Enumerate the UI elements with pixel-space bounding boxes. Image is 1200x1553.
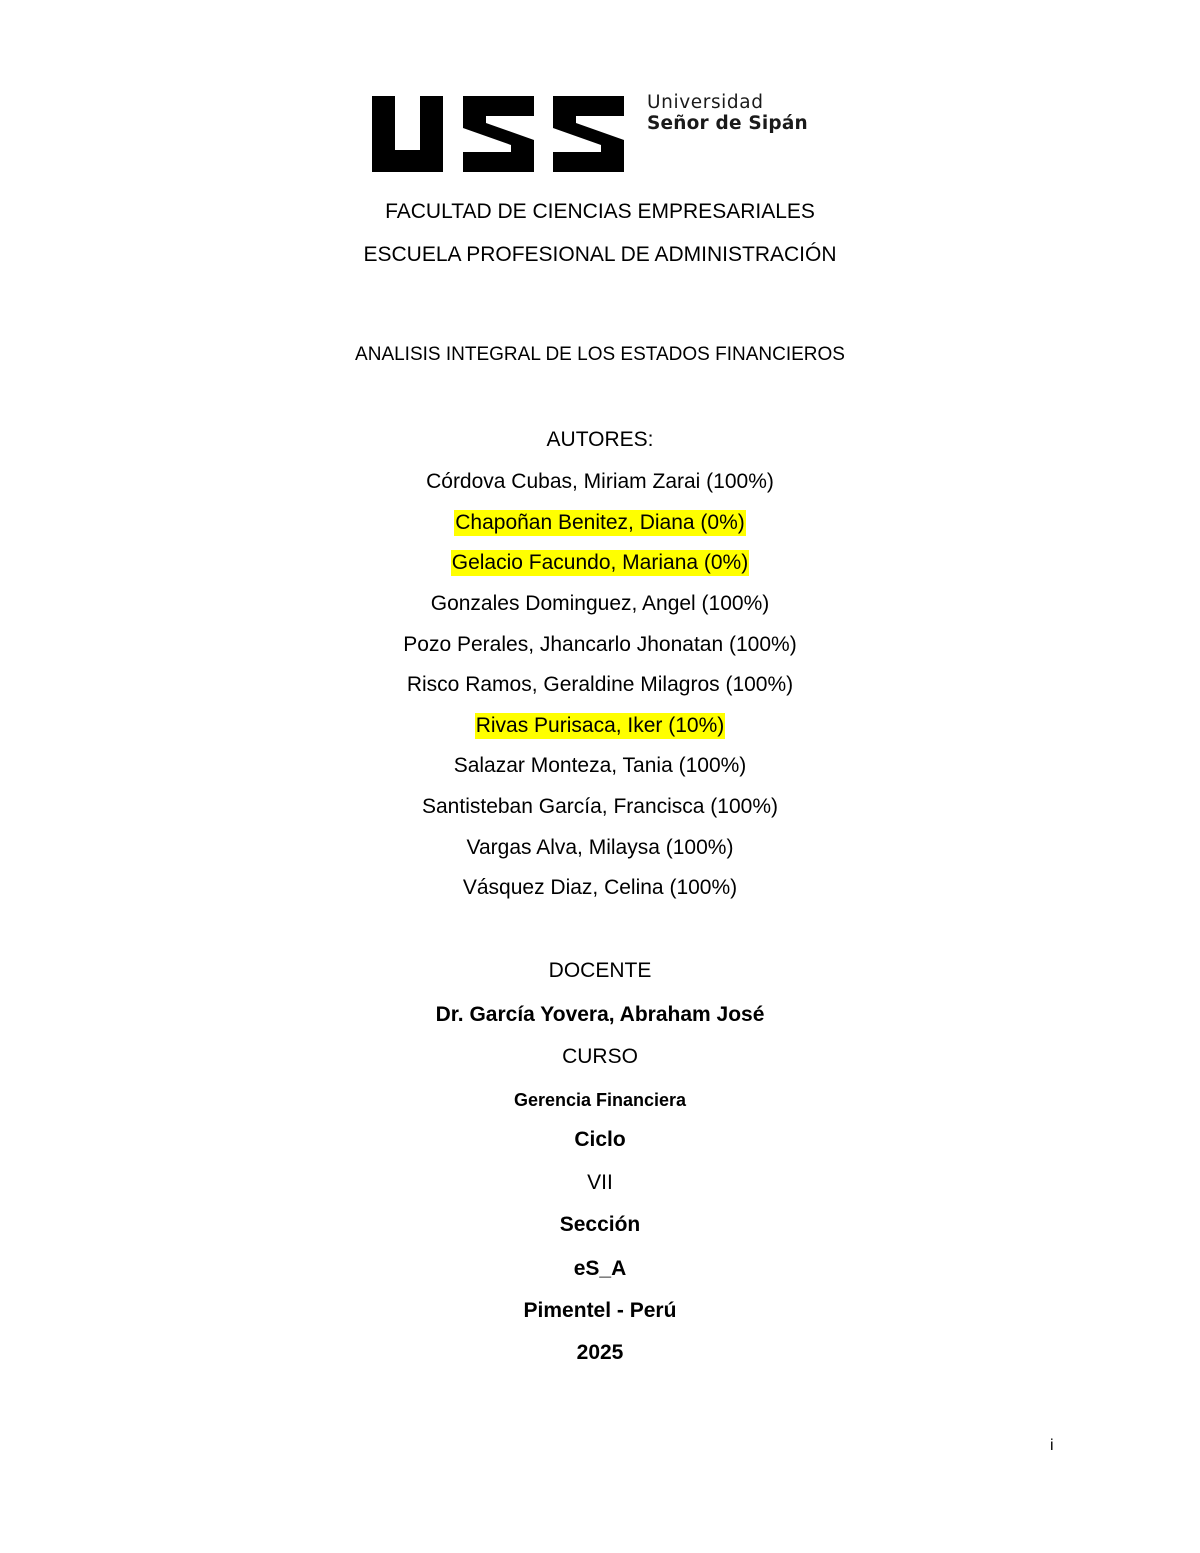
author-row <box>0 550 1200 576</box>
author-row <box>0 875 1200 901</box>
authors-label: AUTORES: <box>546 428 654 451</box>
author-name: Risco Ramos, Geraldine Milagros (100%) <box>406 673 794 696</box>
section-label-line <box>0 1212 1200 1238</box>
cycle-value: VII <box>587 1171 613 1194</box>
course-label-line <box>0 1044 1200 1070</box>
logo-line-senor-de-sipan: Señor de Sipán <box>647 113 808 134</box>
teacher-label: DOCENTE <box>548 959 652 982</box>
cycle-label: Ciclo <box>574 1128 626 1151</box>
author-row <box>0 510 1200 536</box>
author-row <box>0 591 1200 617</box>
author-name-highlighted: Gelacio Facundo, Mariana (0%) <box>451 551 749 574</box>
document-title: ANALISIS INTEGRAL DE LOS ESTADOS FINANCIEROS <box>355 344 845 365</box>
author-row <box>0 835 1200 861</box>
author-name: Gonzales Dominguez, Angel (100%) <box>430 592 770 615</box>
logo-line-universidad: Universidad <box>647 92 764 113</box>
place: Pimentel - Perú <box>523 1299 677 1322</box>
uss-logo-mark <box>372 92 634 176</box>
author-row <box>0 753 1200 779</box>
author-name: Salazar Monteza, Tania (100%) <box>453 754 747 777</box>
document-title-line <box>0 342 1200 368</box>
school-line <box>0 242 1200 268</box>
author-row <box>0 632 1200 658</box>
author-row <box>0 469 1200 495</box>
place-line <box>0 1298 1200 1324</box>
university-logo <box>372 92 832 176</box>
year-line <box>0 1340 1200 1366</box>
section-value: eS_A <box>573 1257 627 1280</box>
cycle-label-line <box>0 1127 1200 1153</box>
section-line <box>0 1256 1200 1282</box>
cycle-line <box>0 1170 1200 1196</box>
year: 2025 <box>576 1341 624 1364</box>
author-name: Santisteban García, Francisca (100%) <box>422 795 778 818</box>
faculty-line <box>0 199 1200 225</box>
faculty-name: FACULTAD DE CIENCIAS EMPRESARIALES <box>385 200 815 223</box>
author-name-highlighted: Rivas Purisaca, Iker (10%) <box>475 714 725 737</box>
author-name: Vásquez Diaz, Celina (100%) <box>462 876 738 899</box>
teacher-name: Dr. García Yovera, Abraham José <box>435 1003 765 1026</box>
school-name: ESCUELA PROFESIONAL DE ADMINISTRACIÓN <box>363 243 837 266</box>
author-row <box>0 794 1200 820</box>
page-number: i <box>1050 1437 1054 1454</box>
course-label: CURSO <box>562 1045 638 1068</box>
author-row <box>0 713 1200 739</box>
author-name: Vargas Alva, Milaysa (100%) <box>466 836 734 859</box>
logo-wordmark <box>647 92 808 134</box>
teacher-label-line <box>0 958 1200 984</box>
section-label: Sección <box>559 1213 641 1236</box>
course-line <box>0 1087 1200 1113</box>
course-name: Gerencia Financiera <box>513 1090 687 1110</box>
teacher-line <box>0 1002 1200 1028</box>
author-row <box>0 672 1200 698</box>
authors-label-line <box>0 427 1200 453</box>
author-name-highlighted: Chapoñan Benitez, Diana (0%) <box>455 511 745 534</box>
author-name: Pozo Perales, Jhancarlo Jhonatan (100%) <box>403 633 797 656</box>
author-name: Córdova Cubas, Miriam Zarai (100%) <box>426 470 774 493</box>
